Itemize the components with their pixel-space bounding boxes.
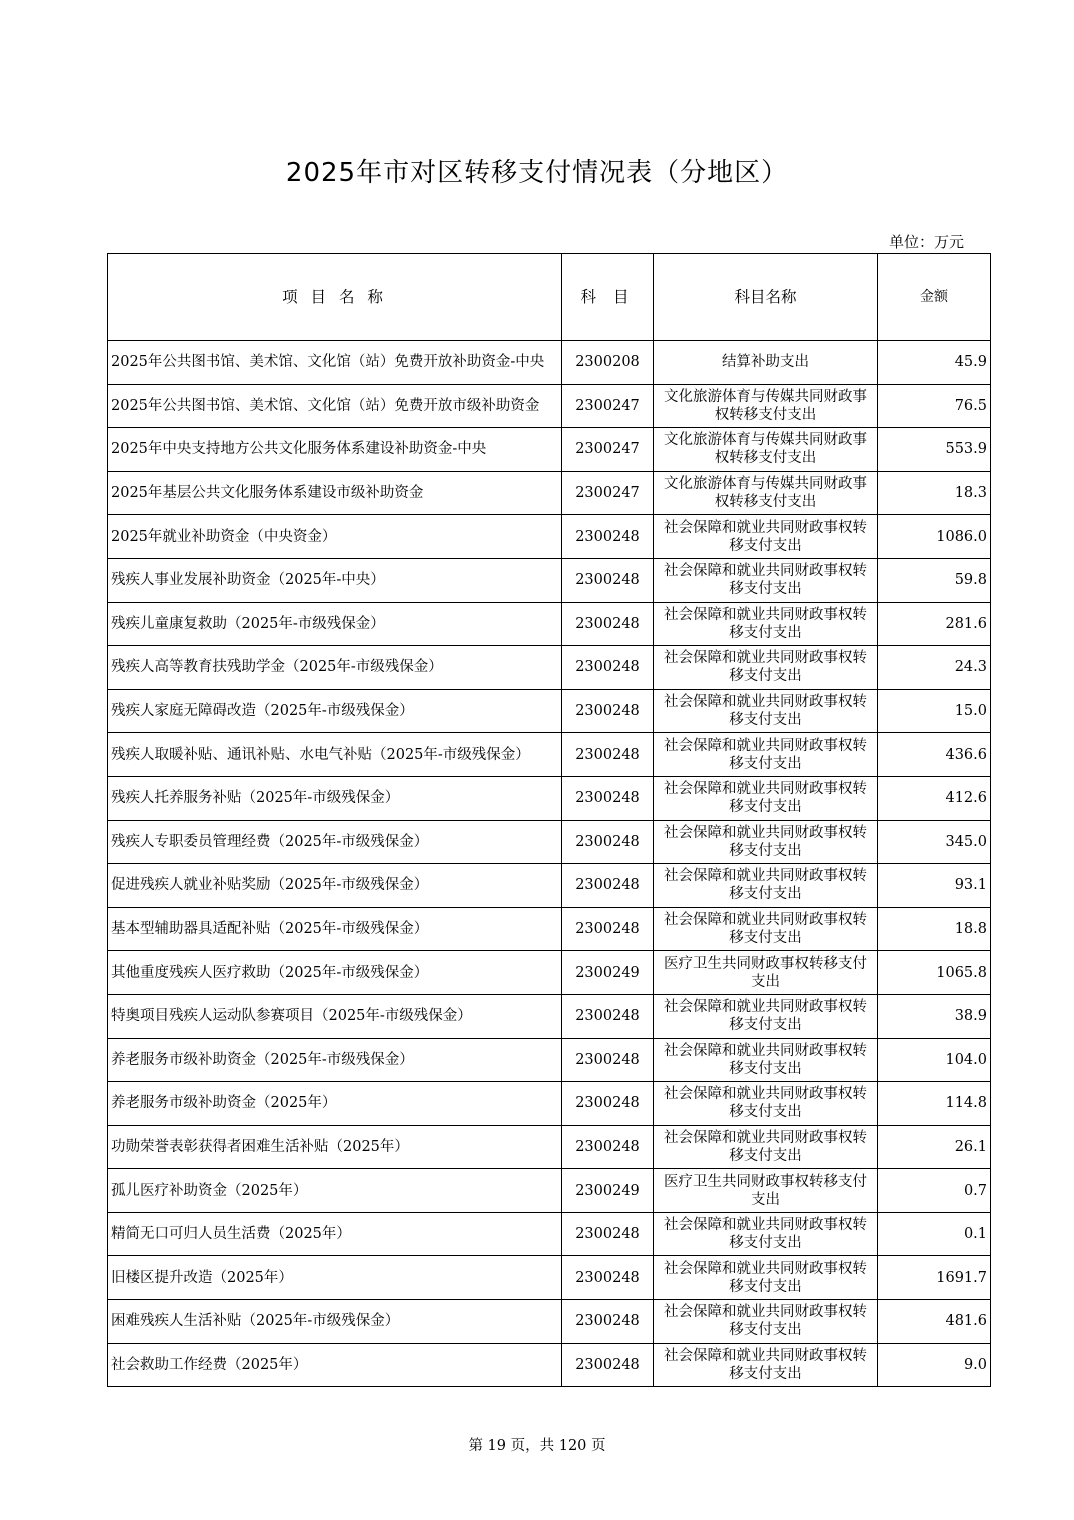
row-name-cell: 2025年公共图书馆、美术馆、文化馆（站）免费开放市级补助资金 (108, 384, 562, 428)
row-amount-cell: 15.0 (878, 689, 991, 733)
row-code-cell: 2300247 (562, 428, 654, 472)
table-row (108, 951, 991, 995)
row-amount-cell: 1086.0 (878, 515, 991, 559)
row-subject-cell: 社会保障和就业共同财政事权转移支付支出 (654, 515, 878, 559)
table-row (108, 602, 991, 646)
row-name-cell: 其他重度残疾人医疗救助（2025年-市级残保金） (108, 951, 562, 995)
row-subject-cell: 社会保障和就业共同财政事权转移支付支出 (654, 1256, 878, 1300)
table-row (108, 1125, 991, 1169)
row-subject-cell: 医疗卫生共同财政事权转移支付支出 (654, 951, 878, 995)
row-amount-cell: 1065.8 (878, 951, 991, 995)
row-subject-cell: 社会保障和就业共同财政事权转移支付支出 (654, 864, 878, 908)
table-row (108, 1082, 991, 1126)
row-code-cell: 2300248 (562, 1212, 654, 1256)
row-code-cell: 2300248 (562, 776, 654, 820)
page-title: 2025年市对区转移支付情况表（分地区） (285, 158, 789, 188)
column-header-code: 科 目 (562, 254, 654, 341)
row-subject-cell: 社会保障和就业共同财政事权转移支付支出 (654, 1300, 878, 1344)
column-header-amount: 金额 (878, 254, 991, 341)
table-row (108, 1256, 991, 1300)
row-subject-cell: 结算补助支出 (654, 341, 878, 385)
row-name-cell: 精简无口可归人员生活费（2025年） (108, 1212, 562, 1256)
row-code-cell: 2300248 (562, 907, 654, 951)
column-header-subject: 科目名称 (654, 254, 878, 341)
row-amount-cell: 0.7 (878, 1169, 991, 1213)
column-header-name: 项 目 名 称 (108, 254, 562, 341)
table-header-row (108, 254, 991, 341)
row-amount-cell: 93.1 (878, 864, 991, 908)
unit-label: 单位：万元 (888, 233, 964, 251)
row-name-cell: 2025年中央支持地方公共文化服务体系建设补助资金-中央 (108, 428, 562, 472)
row-subject-cell: 社会保障和就业共同财政事权转移支付支出 (654, 558, 878, 602)
row-subject-cell: 社会保障和就业共同财政事权转移支付支出 (654, 733, 878, 777)
table-row (108, 1038, 991, 1082)
row-code-cell: 2300248 (562, 689, 654, 733)
row-code-cell: 2300249 (562, 951, 654, 995)
row-code-cell: 2300248 (562, 515, 654, 559)
row-code-cell: 2300248 (562, 1343, 654, 1387)
row-subject-cell: 社会保障和就业共同财政事权转移支付支出 (654, 820, 878, 864)
row-subject-cell: 社会保障和就业共同财政事权转移支付支出 (654, 1038, 878, 1082)
row-amount-cell: 345.0 (878, 820, 991, 864)
row-code-cell: 2300248 (562, 1256, 654, 1300)
row-name-cell: 残疾儿童康复救助（2025年-市级残保金） (108, 602, 562, 646)
table-row (108, 1300, 991, 1344)
table-body (108, 341, 991, 1387)
row-amount-cell: 481.6 (878, 1300, 991, 1344)
row-name-cell: 残疾人专职委员管理经费（2025年-市级残保金） (108, 820, 562, 864)
row-name-cell: 残疾人事业发展补助资金（2025年-中央） (108, 558, 562, 602)
row-subject-cell: 文化旅游体育与传媒共同财政事权转移支付支出 (654, 428, 878, 472)
row-amount-cell: 24.3 (878, 646, 991, 690)
table-row (108, 646, 991, 690)
row-name-cell: 孤儿医疗补助资金（2025年） (108, 1169, 562, 1213)
row-name-cell: 2025年公共图书馆、美术馆、文化馆（站）免费开放补助资金-中央 (108, 341, 562, 385)
row-subject-cell: 社会保障和就业共同财政事权转移支付支出 (654, 994, 878, 1038)
table-row (108, 384, 991, 428)
row-amount-cell: 1691.7 (878, 1256, 991, 1300)
row-code-cell: 2300248 (562, 646, 654, 690)
row-subject-cell: 社会保障和就业共同财政事权转移支付支出 (654, 907, 878, 951)
row-name-cell: 2025年就业补助资金（中央资金） (108, 515, 562, 559)
row-subject-cell: 医疗卫生共同财政事权转移支付支出 (654, 1169, 878, 1213)
transfer-payment-table (107, 253, 991, 1387)
row-amount-cell: 38.9 (878, 994, 991, 1038)
row-amount-cell: 18.8 (878, 907, 991, 951)
row-subject-cell: 社会保障和就业共同财政事权转移支付支出 (654, 646, 878, 690)
row-code-cell: 2300248 (562, 733, 654, 777)
row-subject-cell: 文化旅游体育与传媒共同财政事权转移支付支出 (654, 471, 878, 515)
row-subject-cell: 文化旅游体育与传媒共同财政事权转移支付支出 (654, 384, 878, 428)
table-row (108, 1169, 991, 1213)
row-code-cell: 2300248 (562, 1125, 654, 1169)
row-amount-cell: 553.9 (878, 428, 991, 472)
row-name-cell: 养老服务市级补助资金（2025年） (108, 1082, 562, 1126)
table-row (108, 776, 991, 820)
row-name-cell: 困难残疾人生活补贴（2025年-市级残保金） (108, 1300, 562, 1344)
row-code-cell: 2300248 (562, 602, 654, 646)
page-footer: 第 19 页，共 120 页 (468, 1438, 606, 1454)
row-code-cell: 2300248 (562, 1300, 654, 1344)
table-row (108, 1212, 991, 1256)
row-amount-cell: 45.9 (878, 341, 991, 385)
row-code-cell: 2300248 (562, 820, 654, 864)
table-row (108, 471, 991, 515)
row-name-cell: 功勋荣誉表彰获得者困难生活补贴（2025年） (108, 1125, 562, 1169)
row-name-cell: 旧楼区提升改造（2025年） (108, 1256, 562, 1300)
row-amount-cell: 281.6 (878, 602, 991, 646)
row-code-cell: 2300247 (562, 384, 654, 428)
table-row (108, 733, 991, 777)
row-name-cell: 特奥项目残疾人运动队参赛项目（2025年-市级残保金） (108, 994, 562, 1038)
row-subject-cell: 社会保障和就业共同财政事权转移支付支出 (654, 602, 878, 646)
table-row (108, 341, 991, 385)
row-name-cell: 促进残疾人就业补贴奖励（2025年-市级残保金） (108, 864, 562, 908)
row-code-cell: 2300248 (562, 558, 654, 602)
row-amount-cell: 26.1 (878, 1125, 991, 1169)
row-amount-cell: 114.8 (878, 1082, 991, 1126)
row-subject-cell: 社会保障和就业共同财政事权转移支付支出 (654, 1343, 878, 1387)
row-subject-cell: 社会保障和就业共同财政事权转移支付支出 (654, 1125, 878, 1169)
row-amount-cell: 59.8 (878, 558, 991, 602)
row-name-cell: 社会救助工作经费（2025年） (108, 1343, 562, 1387)
row-subject-cell: 社会保障和就业共同财政事权转移支付支出 (654, 1212, 878, 1256)
table-row (108, 994, 991, 1038)
row-name-cell: 残疾人家庭无障碍改造（2025年-市级残保金） (108, 689, 562, 733)
table-row (108, 1343, 991, 1387)
row-subject-cell: 社会保障和就业共同财政事权转移支付支出 (654, 776, 878, 820)
table-row (108, 558, 991, 602)
table-row (108, 820, 991, 864)
row-code-cell: 2300248 (562, 1038, 654, 1082)
row-name-cell: 基本型辅助器具适配补贴（2025年-市级残保金） (108, 907, 562, 951)
row-amount-cell: 0.1 (878, 1212, 991, 1256)
row-amount-cell: 412.6 (878, 776, 991, 820)
row-code-cell: 2300248 (562, 864, 654, 908)
row-code-cell: 2300249 (562, 1169, 654, 1213)
row-code-cell: 2300208 (562, 341, 654, 385)
table-row (108, 907, 991, 951)
row-code-cell: 2300248 (562, 994, 654, 1038)
row-name-cell: 2025年基层公共文化服务体系建设市级补助资金 (108, 471, 562, 515)
row-name-cell: 残疾人取暖补贴、通讯补贴、水电气补贴（2025年-市级残保金） (108, 733, 562, 777)
row-amount-cell: 9.0 (878, 1343, 991, 1387)
row-name-cell: 养老服务市级补助资金（2025年-市级残保金） (108, 1038, 562, 1082)
row-name-cell: 残疾人高等教育扶残助学金（2025年-市级残保金） (108, 646, 562, 690)
row-code-cell: 2300247 (562, 471, 654, 515)
row-name-cell: 残疾人托养服务补贴（2025年-市级残保金） (108, 776, 562, 820)
row-amount-cell: 76.5 (878, 384, 991, 428)
row-amount-cell: 18.3 (878, 471, 991, 515)
row-amount-cell: 104.0 (878, 1038, 991, 1082)
row-code-cell: 2300248 (562, 1082, 654, 1126)
table-row (108, 428, 991, 472)
table-row (108, 515, 991, 559)
table-row (108, 864, 991, 908)
table-row (108, 689, 991, 733)
row-amount-cell: 436.6 (878, 733, 991, 777)
row-subject-cell: 社会保障和就业共同财政事权转移支付支出 (654, 1082, 878, 1126)
row-subject-cell: 社会保障和就业共同财政事权转移支付支出 (654, 689, 878, 733)
